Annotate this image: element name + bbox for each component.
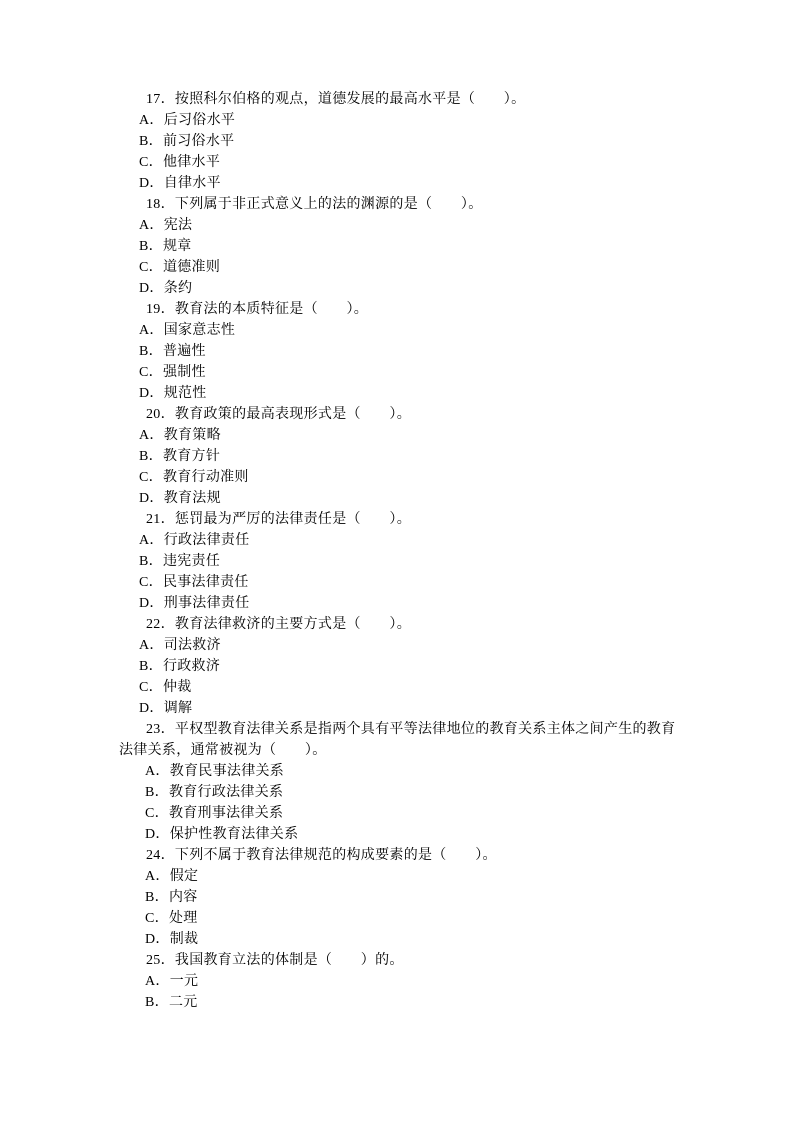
option-line: B．违宪责任 [139,554,221,569]
option-line: D．制裁 [145,932,199,947]
option-line: B．内容 [145,890,198,905]
option-line: D．条约 [139,281,193,296]
option-line: C．他律水平 [139,155,221,170]
question-line: 17．按照科尔伯格的观点，道德发展的最高水平是（ ）。 [146,92,526,107]
question-line: 23．平权型教育法律关系是指两个具有平等法律地位的教育关系主体之间产生的教育法律关系，通常被视为（ ）。 [119,722,676,758]
option-line: D．规范性 [139,386,207,401]
question-block-23 [119,719,676,845]
question-line: 19．教育法的本质特征是（ ）。 [146,302,369,317]
option-line: D．自律水平 [139,176,221,191]
option-line: C．教育行动准则 [139,470,249,485]
option-line: D．刑事法律责任 [139,596,250,611]
option-line: B．行政救济 [139,659,221,674]
question-line: 18．下列属于非正式意义上的法的渊源的是（ ）。 [146,197,483,212]
option-line: A．国家意志性 [139,323,236,338]
option-line: B．规章 [139,239,192,254]
option-line: B．教育方针 [139,449,221,464]
question-line: 24．下列不属于教育法律规范的构成要素的是（ ）。 [146,848,497,863]
question-block-24 [119,845,676,950]
option-line: A．一元 [145,974,199,989]
question-line: 20．教育政策的最高表现形式是（ ）。 [146,407,411,422]
question-block-18 [119,194,676,299]
question-block-22 [119,614,676,719]
question-block-20 [119,404,676,509]
option-line: C．处理 [145,911,198,926]
option-line: B．二元 [145,995,198,1010]
option-line: D．教育法规 [139,491,221,506]
option-line: B．前习俗水平 [139,134,235,149]
option-line: A．后习俗水平 [139,113,236,128]
question-line: 22．教育法律救济的主要方式是（ ）。 [146,617,411,632]
option-line: A．假定 [145,869,199,884]
option-line: C．民事法律责任 [139,575,249,590]
option-line: D．调解 [139,701,193,716]
question-line: 25．我国教育立法的体制是（ ）的。 [146,953,404,968]
option-line: A．教育民事法律关系 [145,764,285,779]
option-line: A．行政法律责任 [139,533,250,548]
option-line: C．道德准则 [139,260,221,275]
option-line: A．司法救济 [139,638,221,653]
question-block-25 [119,950,676,1013]
option-line: C．仲裁 [139,680,192,695]
option-line: A．宪法 [139,218,193,233]
question-block-19 [119,299,676,404]
question-block-21 [119,509,676,614]
option-line: D．保护性教育法律关系 [145,827,299,842]
option-line: B．教育行政法律关系 [145,785,284,800]
option-line: B．普遍性 [139,344,206,359]
option-line: A．教育策略 [139,428,221,443]
question-line: 21．惩罚最为严厉的法律责任是（ ）。 [146,512,411,527]
question-block-17 [119,89,676,194]
option-line: C．教育刑事法律关系 [145,806,284,821]
option-line: C．强制性 [139,365,206,380]
